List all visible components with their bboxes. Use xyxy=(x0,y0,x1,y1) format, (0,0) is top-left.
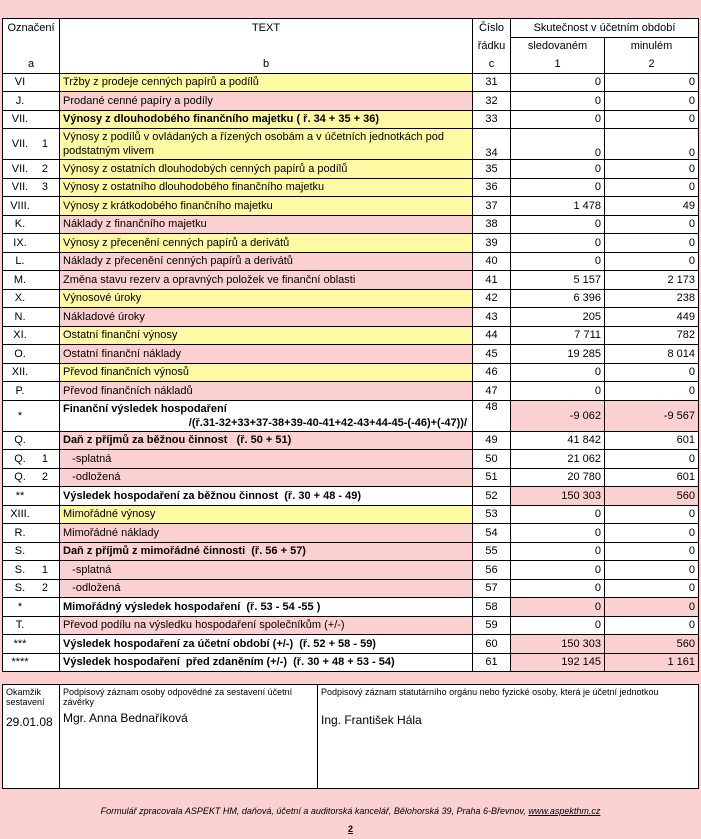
table-row xyxy=(3,505,699,524)
row-value-previous: 0 xyxy=(605,579,699,598)
row-number: 56 xyxy=(473,561,511,580)
footer-link[interactable]: www.aspekthm.cz xyxy=(528,806,601,816)
row-code: K. xyxy=(3,215,60,234)
row-code: VIII. xyxy=(3,197,60,216)
table-row xyxy=(3,598,699,617)
row-code: T. xyxy=(3,616,60,635)
statutory-name: Ing. František Hála xyxy=(321,713,422,727)
row-value-current: 0 xyxy=(511,160,605,179)
row-value-previous: 0 xyxy=(605,129,699,160)
row-value-current: 0 xyxy=(511,73,605,92)
table-row xyxy=(3,579,699,598)
row-value-previous: 0 xyxy=(605,363,699,382)
col-header-text: TEXT xyxy=(60,19,473,38)
row-number: 36 xyxy=(473,178,511,197)
table-row xyxy=(3,73,699,92)
row-number: 51 xyxy=(473,468,511,487)
table-row xyxy=(3,178,699,197)
preparer-name: Mgr. Anna Bednaříková xyxy=(63,711,188,725)
row-code: VI xyxy=(3,73,60,92)
row-code: VII. xyxy=(3,110,60,129)
table-row xyxy=(3,92,699,111)
row-number: 45 xyxy=(473,345,511,364)
table-row xyxy=(3,110,699,129)
row-number: 32 xyxy=(473,92,511,111)
row-value-previous: 601 xyxy=(605,468,699,487)
signature-table xyxy=(2,684,699,789)
table-row xyxy=(3,653,699,672)
statutory-cell xyxy=(318,685,699,789)
row-text: Daň z příjmů z mimořádné činnosti (ř. 56 + 57) xyxy=(60,542,473,561)
row-value-previous: 238 xyxy=(605,289,699,308)
row-number: 40 xyxy=(473,252,511,271)
row-code: **** xyxy=(3,653,60,672)
row-text: Výnosy z přecenění cenných papírů a derivátů xyxy=(60,234,473,253)
preparer-cell xyxy=(60,685,318,789)
row-value-current: 0 xyxy=(511,561,605,580)
row-code: N. xyxy=(3,308,60,327)
row-value-previous: 0 xyxy=(605,505,699,524)
row-text: Změna stavu rezerv a opravných položek ve finanční oblasti xyxy=(60,271,473,290)
col-header-oznaceni: Označení xyxy=(3,19,60,38)
row-text: Nákladové úroky xyxy=(60,308,473,327)
row-number: 58 xyxy=(473,598,511,617)
row-value-current: 41 842 xyxy=(511,431,605,450)
row-code: Q. xyxy=(3,431,60,450)
row-value-previous: 0 xyxy=(605,215,699,234)
date-label: Okamžik sestavení xyxy=(6,687,45,707)
row-text: Výnosy z krátkodobého finančního majetku xyxy=(60,197,473,216)
col-header-skutecnost: Skutečnost v účetním období xyxy=(511,19,699,38)
row-value-previous: 0 xyxy=(605,160,699,179)
row-value-current: 0 xyxy=(511,579,605,598)
row-text: -splatná xyxy=(60,450,473,469)
row-value-current: 19 285 xyxy=(511,345,605,364)
row-value-current: 7 711 xyxy=(511,326,605,345)
table-row xyxy=(3,215,699,234)
row-value-previous: 782 xyxy=(605,326,699,345)
row-code: VII. 1 xyxy=(3,129,60,160)
row-value-current: 0 xyxy=(511,215,605,234)
row-value-previous: 0 xyxy=(605,73,699,92)
row-value-current: 150 303 xyxy=(511,635,605,654)
row-code: *** xyxy=(3,635,60,654)
row-value-current: 20 780 xyxy=(511,468,605,487)
row-value-current: 5 157 xyxy=(511,271,605,290)
row-text: Výnosy z ostatního dlouhodobého finančního majetku xyxy=(60,178,473,197)
row-number: 34 xyxy=(473,129,511,160)
row-value-previous: 1 161 xyxy=(605,653,699,672)
row-text: Převod finančních výnosů xyxy=(60,363,473,382)
table-row xyxy=(3,616,699,635)
row-text: Ostatní finanční náklady xyxy=(60,345,473,364)
row-number: 39 xyxy=(473,234,511,253)
col-number-1: 1 xyxy=(511,55,605,73)
row-code: L. xyxy=(3,252,60,271)
row-number: 53 xyxy=(473,505,511,524)
row-code: J. xyxy=(3,92,60,111)
table-row xyxy=(3,400,699,431)
row-value-previous: 0 xyxy=(605,110,699,129)
row-number: 60 xyxy=(473,635,511,654)
row-value-previous: 49 xyxy=(605,197,699,216)
row-value-current: 0 xyxy=(511,524,605,543)
table-row xyxy=(3,431,699,450)
table-row xyxy=(3,487,699,506)
row-number: 52 xyxy=(473,487,511,506)
header-blank xyxy=(3,37,60,55)
row-code: XII. xyxy=(3,363,60,382)
row-value-previous: 0 xyxy=(605,450,699,469)
row-value-previous: -9 567 xyxy=(605,400,699,431)
table-row xyxy=(3,129,699,160)
row-code: IX. xyxy=(3,234,60,253)
row-number: 31 xyxy=(473,73,511,92)
row-text: Mimořádný výsledek hospodaření (ř. 53 - 54 -55 ) xyxy=(60,598,473,617)
row-value-current: 0 xyxy=(511,505,605,524)
row-text: Výsledek hospodaření za běžnou činnost (ř. 30 + 48 - 49) xyxy=(60,487,473,506)
row-value-previous: 0 xyxy=(605,524,699,543)
row-value-previous: 0 xyxy=(605,616,699,635)
table-row xyxy=(3,252,699,271)
row-number: 38 xyxy=(473,215,511,234)
table-row xyxy=(3,160,699,179)
table-row xyxy=(3,234,699,253)
table-row xyxy=(3,308,699,327)
table-row xyxy=(3,326,699,345)
row-number: 55 xyxy=(473,542,511,561)
row-number: 61 xyxy=(473,653,511,672)
row-number: 50 xyxy=(473,450,511,469)
table-row xyxy=(3,271,699,290)
row-code: XIII. xyxy=(3,505,60,524)
row-value-current: 0 xyxy=(511,92,605,111)
row-text: Výnosy z dlouhodobého finančního majetku ( ř. 34 + 35 + 36) xyxy=(60,110,473,129)
row-code: P. xyxy=(3,382,60,401)
row-value-previous: 0 xyxy=(605,542,699,561)
header-blank xyxy=(60,37,473,55)
row-code: * xyxy=(3,400,60,431)
table-row xyxy=(3,561,699,580)
row-text: Mimořádné výnosy xyxy=(60,505,473,524)
row-code: O. xyxy=(3,345,60,364)
row-value-previous: 449 xyxy=(605,308,699,327)
col-header-sledovanem: sledovaném xyxy=(511,37,605,55)
row-code: M. xyxy=(3,271,60,290)
date-value: 29.01.08 xyxy=(6,715,53,729)
row-text: -splatná xyxy=(60,561,473,580)
page-number: 2 xyxy=(347,824,353,834)
financial-table xyxy=(2,18,699,672)
row-code: S. xyxy=(3,542,60,561)
table-row xyxy=(3,450,699,469)
row-value-previous: 2 173 xyxy=(605,271,699,290)
row-code: * xyxy=(3,598,60,617)
row-code: XI. xyxy=(3,326,60,345)
row-number: 41 xyxy=(473,271,511,290)
row-code: X. xyxy=(3,289,60,308)
row-text: Ostatní finanční výnosy xyxy=(60,326,473,345)
table-row xyxy=(3,197,699,216)
col-header-cislo: Číslo xyxy=(473,19,511,38)
row-text: Mimořádné náklady xyxy=(60,524,473,543)
row-text: Převod finančních nákladů xyxy=(60,382,473,401)
row-text: Výnosy z podílů v ovládaných a řízených osobám a v účetních jednotkách pod podstatným vlivem xyxy=(60,129,473,160)
row-number: 37 xyxy=(473,197,511,216)
row-code: S. 1 xyxy=(3,561,60,580)
row-value-current: -9 062 xyxy=(511,400,605,431)
table-row xyxy=(3,542,699,561)
row-text: Tržby z prodeje cenných papírů a podílů xyxy=(60,73,473,92)
row-value-previous: 0 xyxy=(605,234,699,253)
row-text: Výnosy z ostatních dlouhodobých cenných papírů a podílů xyxy=(60,160,473,179)
row-value-previous: 0 xyxy=(605,178,699,197)
row-text: Náklady z finančního majetku xyxy=(60,215,473,234)
row-value-current: 6 396 xyxy=(511,289,605,308)
table-row xyxy=(3,635,699,654)
row-value-current: 0 xyxy=(511,234,605,253)
table-row xyxy=(3,289,699,308)
row-number: 43 xyxy=(473,308,511,327)
row-text: Výnosové úroky xyxy=(60,289,473,308)
row-number: 57 xyxy=(473,579,511,598)
col-letter-b: b xyxy=(60,55,473,73)
col-header-minulem: minulém xyxy=(605,37,699,55)
table-row xyxy=(3,524,699,543)
row-value-previous: 0 xyxy=(605,598,699,617)
income-statement-sheet xyxy=(2,18,698,789)
footer-text: Formulář zpracovala ASPEKT HM, daňová, účetní a auditorská kancelář, Bělohorská 39, Praha 6-Břevnov, xyxy=(100,806,529,816)
row-number: 47 xyxy=(473,382,511,401)
row-value-previous: 8 014 xyxy=(605,345,699,364)
row-number: 33 xyxy=(473,110,511,129)
row-text: Daň z příjmů za běžnou činnost (ř. 50 + 51) xyxy=(60,431,473,450)
row-text: -odložená xyxy=(60,468,473,487)
separator-band xyxy=(2,672,698,684)
row-value-current: 0 xyxy=(511,616,605,635)
row-value-previous: 0 xyxy=(605,92,699,111)
row-value-previous: 0 xyxy=(605,561,699,580)
row-code: Q. 2 xyxy=(3,468,60,487)
row-value-current: 0 xyxy=(511,363,605,382)
row-value-current: 0 xyxy=(511,598,605,617)
col-number-2: 2 xyxy=(605,55,699,73)
row-code: R. xyxy=(3,524,60,543)
footer xyxy=(0,806,701,816)
row-value-current: 0 xyxy=(511,252,605,271)
row-value-current: 0 xyxy=(511,382,605,401)
row-value-previous: 0 xyxy=(605,252,699,271)
row-code: S. 2 xyxy=(3,579,60,598)
row-value-previous: 0 xyxy=(605,382,699,401)
row-text: Náklady z přecenění cenných papírů a derivátů xyxy=(60,252,473,271)
row-value-current: 0 xyxy=(511,178,605,197)
row-code: VII. 3 xyxy=(3,178,60,197)
row-number: 35 xyxy=(473,160,511,179)
row-text: Výsledek hospodaření za účetní období (+/-) (ř. 52 + 58 - 59) xyxy=(60,635,473,654)
row-value-previous: 560 xyxy=(605,487,699,506)
row-number: 42 xyxy=(473,289,511,308)
row-number: 49 xyxy=(473,431,511,450)
row-number: 48 xyxy=(473,400,511,431)
row-value-current: 21 062 xyxy=(511,450,605,469)
row-text: Převod podílu na výsledku hospodaření společníkům (+/-) xyxy=(60,616,473,635)
row-value-current: 205 xyxy=(511,308,605,327)
row-text: Prodané cenné papíry a podíly xyxy=(60,92,473,111)
row-text: Výsledek hospodaření před zdaněním (+/-) (ř. 30 + 48 + 53 - 54) xyxy=(60,653,473,672)
statutory-label: Podpisový záznam statutárního orgánu nebo fyzické osoby, která je účetní jednotkou xyxy=(321,687,659,697)
col-letter-a: a xyxy=(3,55,60,73)
row-value-current: 1 478 xyxy=(511,197,605,216)
row-value-current: 150 303 xyxy=(511,487,605,506)
table-row xyxy=(3,468,699,487)
row-text: Finanční výsledek hospodaření /(ř.31-32+33+37-38+39-40-41+42-43+44-45-(-46)+(-47))/ xyxy=(60,400,473,431)
col-letter-c: c xyxy=(473,55,511,73)
table-row xyxy=(3,363,699,382)
row-value-previous: 560 xyxy=(605,635,699,654)
row-number: 59 xyxy=(473,616,511,635)
table-row xyxy=(3,382,699,401)
row-value-previous: 601 xyxy=(605,431,699,450)
row-number: 46 xyxy=(473,363,511,382)
col-header-radku: řádku xyxy=(473,37,511,55)
row-code: ** xyxy=(3,487,60,506)
preparer-label: Podpisový záznam osoby odpovědné za sestavení účetní závěrky xyxy=(63,687,293,707)
table-row xyxy=(3,345,699,364)
row-value-current: 0 xyxy=(511,129,605,160)
row-code: VII. 2 xyxy=(3,160,60,179)
row-code: Q. 1 xyxy=(3,450,60,469)
row-number: 54 xyxy=(473,524,511,543)
row-value-current: 0 xyxy=(511,110,605,129)
row-value-current: 192 145 xyxy=(511,653,605,672)
row-number: 44 xyxy=(473,326,511,345)
row-value-current: 0 xyxy=(511,542,605,561)
row-text: -odložená xyxy=(60,579,473,598)
date-cell xyxy=(3,685,60,789)
